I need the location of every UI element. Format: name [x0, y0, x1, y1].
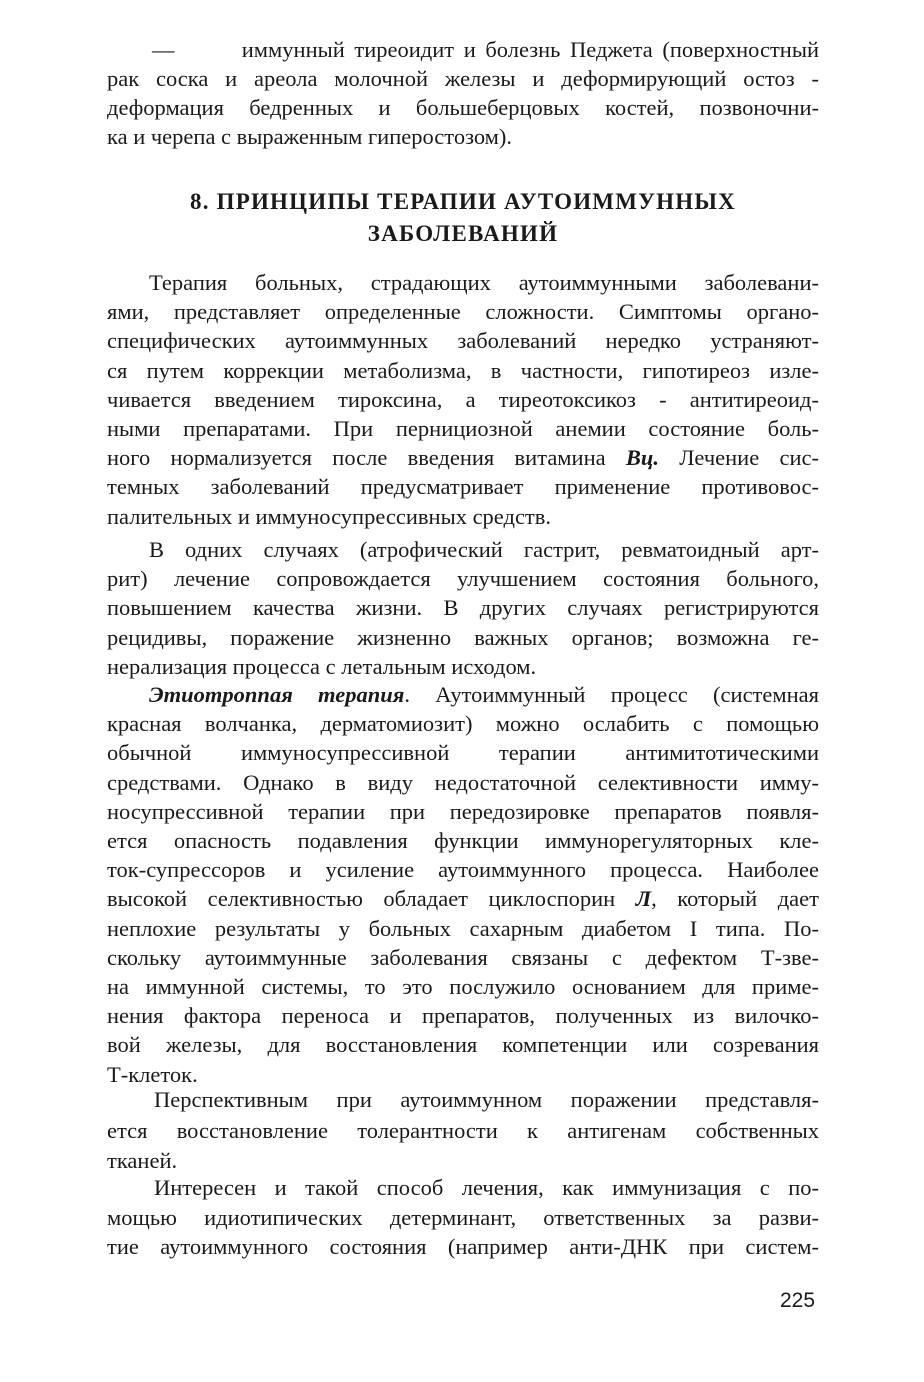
page-number: 225: [780, 1289, 816, 1312]
para2-line: рецидивы, поражение жизненно важных органов; возможна ге-: [107, 624, 819, 650]
para3-line: вой железы, для восстановления компетенции или созревания: [107, 1032, 819, 1058]
para3-line: обычной иммуносупрессивной терапии антимитотическими: [107, 740, 819, 766]
para1-line: темных заболеваний предусматривает применение противовос-: [107, 474, 819, 500]
para3-line: скольку аутоиммунные заболевания связаны с дефектом Т-зве-: [107, 944, 819, 970]
para3-line: Этиотроппая терапия. Аутоиммунный процесс (системная: [149, 682, 819, 707]
para3-line: нения фактора переноса и препаратов, полученных из вилочко-: [107, 1003, 819, 1029]
para4-line: тканей.: [107, 1148, 178, 1173]
para4-line: Перспективным при аутоиммунном поражении представля-: [154, 1087, 819, 1112]
intro-line: ка и черепа с выраженным гиперостозом).: [107, 124, 513, 149]
para1-line: ся путем коррекции метаболизма, в частности, гипотиреоз изле-: [107, 357, 819, 383]
para1-line: ными препаратами. При пернициозной анемии состояние боль-: [107, 416, 819, 441]
para1-line: палительных и иммуносупрессивных средств.: [107, 503, 552, 529]
para2-line: В одних случаях (атрофический гастрит, ревматоидный арт-: [149, 537, 819, 562]
para3-line: неплохие результаты у больных сахарным диабетом I типа. По-: [107, 915, 819, 941]
para3-line: красная волчанка, дерматомиозит) можно ослабить с помощью: [107, 711, 819, 737]
heading-line-1: 8. ПРИНЦИПЫ ТЕРАПИИ АУТОИММУННЫХ: [190, 189, 736, 214]
para3-line: ток-супрессоров и усиление аутоиммунного процесса. Наиболее: [107, 857, 819, 883]
para3-line: на иммунной системы, то это послужило основанием для приме-: [107, 974, 819, 999]
para2-line: рит) лечение сопровождается улучшением состояния больного,: [107, 566, 819, 592]
para3-line: средствами. Однако в виду недостаточной селективности имму-: [107, 769, 819, 795]
para1-line: специфических аутоиммунных заболеваний нередко устраняют-: [107, 328, 819, 354]
intro-line: рак соска и ареола молочной железы и деформирующий остоз -: [107, 66, 819, 91]
para3-line: Т-клеток.: [107, 1061, 198, 1087]
para1-line: Терапия больных, страдающих аутоиммунными заболевани-: [149, 270, 819, 295]
intro-line: — иммунный тиреоидит и болезнь Педжета (поверхностный: [152, 37, 819, 62]
para1-line: ного нормализуется после введения витамина Вц. Лечение сис-: [107, 445, 819, 471]
para2-line: нерализация процесса с летальным исходом.: [107, 653, 537, 679]
para5-line: тие аутоиммунного состояния (например анти-ДНК при систем-: [107, 1234, 819, 1259]
intro-line: деформация бедренных и большеберцовых костей, позвоночни-: [107, 95, 819, 120]
para4-line: ется восстановление толерантности к антигенам собственных: [107, 1117, 819, 1143]
para3-line: ется опасность подавления функции иммунорегуляторных кле-: [107, 828, 819, 853]
para3-line: высокой селективностью обладает циклоспорин Л, который дает: [107, 886, 819, 912]
para2-line: повышением качества жизни. В других случаях регистрируются: [107, 595, 819, 621]
para3-line: носупрессивной терапии при передозировке препаратов появля-: [107, 798, 819, 824]
para1-line: ями, представляет определенные сложности. Симптомы органо-: [107, 299, 819, 325]
section-heading: [107, 186, 819, 250]
para5-line: Интересен и такой способ лечения, как иммунизация с по-: [154, 1175, 819, 1200]
para1-line: чивается введением тироксина, а тиреотоксикоз - антитиреоид-: [107, 386, 819, 412]
para5-line: мощью идиотипических детерминант, ответственных за разви-: [107, 1204, 819, 1230]
heading-line-2: ЗАБОЛЕВАНИЙ: [367, 221, 559, 246]
